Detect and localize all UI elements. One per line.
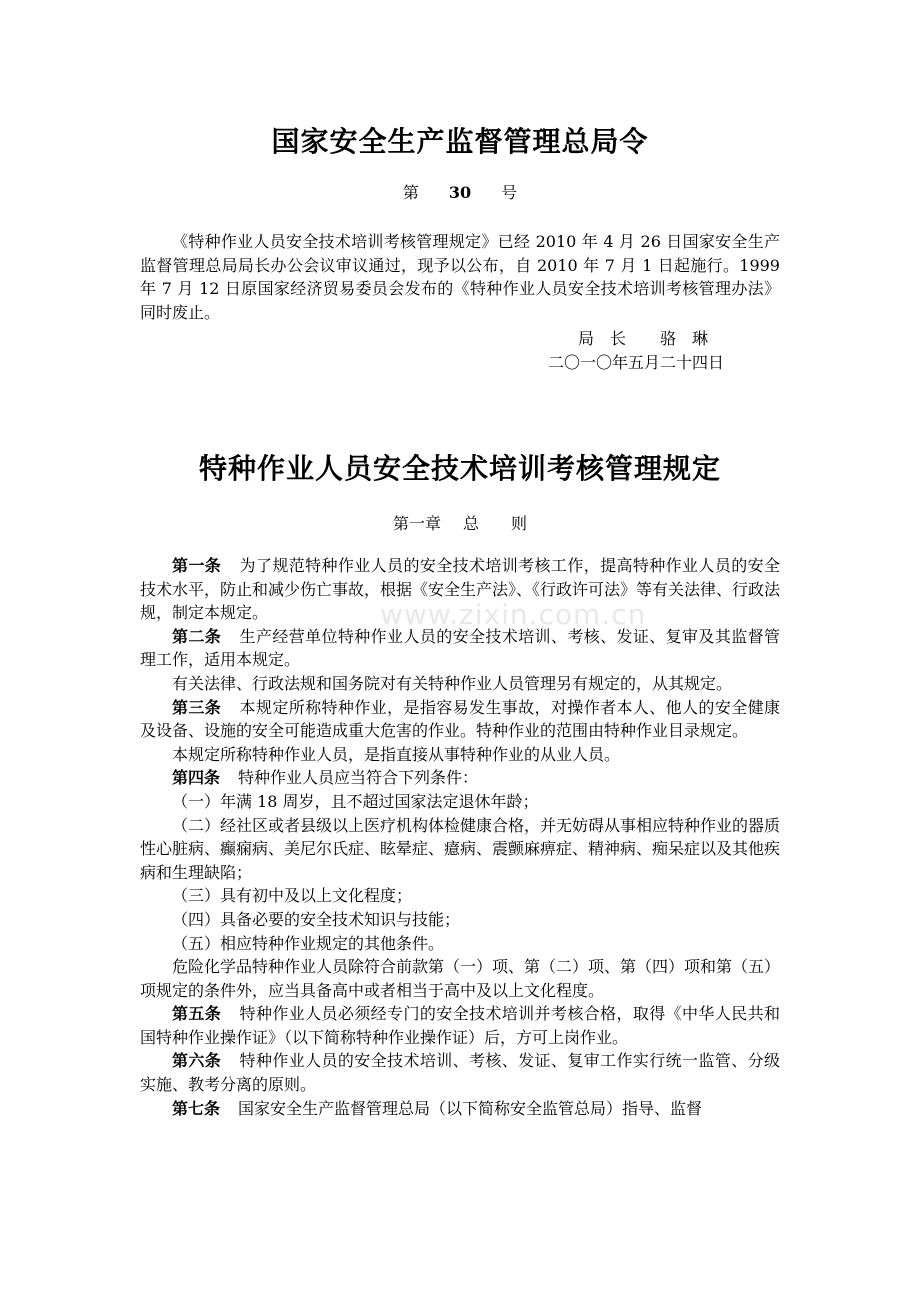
decree-number-value: 30 [448, 183, 472, 202]
article-label: 第一条 [172, 556, 222, 575]
article-label: 第七条 [172, 1098, 221, 1118]
decree-paragraph: 《特种作业人员安全技术培训考核管理规定》已经 2010 年 4 月 26 日国家安全生产监督管理总局局长办公会议审议通过，现予以公布，自 2010 年 7 月 1 日起施行。1999 年 7 月 12 日原国家经济贸易委员会发布的《特种作业人员安全技术培训考核管理办法》同时废止。 [140, 232, 780, 322]
article-paragraph [140, 554, 780, 625]
article-label: 第四条 [172, 768, 221, 788]
chapter-heading [0, 511, 920, 534]
article-paragraph [140, 766, 780, 790]
article-text: 特种作业人员的安全技术培训、考核、发证、复审工作实行统一监管、分级实施、教考分离的原则。 [140, 1051, 780, 1095]
clause-paragraph [140, 908, 780, 932]
article-paragraph [140, 696, 780, 743]
watermark-text: www.zixin.com.cn [380, 598, 647, 631]
article-text: 生产经营单位特种作业人员的安全技术培训、考核、发证、复审及其监督管理工作，适用本规定。 [140, 626, 780, 670]
signer-title: 局 长 [578, 329, 627, 348]
clause-paragraph [140, 672, 780, 696]
article-text: 本规定所称特种作业，是指容易发生事故，对操作者本人、他人的安全健康及设备、设施的安全可能造成重大危害的作业。特种作业的范围由特种作业目录规定。 [140, 697, 780, 741]
chapter-title: 总 则 [463, 514, 528, 533]
articles-list [140, 554, 780, 1120]
decree-number-suffix: 号 [501, 183, 518, 202]
clause-paragraph [140, 790, 780, 814]
signer-name: 骆 琳 [660, 329, 709, 348]
article-text: 特种作业人员应当符合下列条件： [238, 768, 479, 788]
article-label: 第五条 [172, 1004, 222, 1024]
article-paragraph [140, 1049, 780, 1096]
article-text: 危险化学品特种作业人员除符合前款第（一）项、第（二）项、第（四）项和第（五）项规定的条件外，应当具备高中或者相当于高中及以上文化程度。 [140, 957, 781, 1000]
article-text: （五）相应特种作业规定的其他条件。 [172, 933, 445, 953]
article-label: 第三条 [172, 697, 222, 717]
article-text: 为了规范特种作业人员的安全技术培训考核工作，提高特种作业人员的安全技术水平，防止和减少伤亡事故，根据《安全生产法》、《行政许可法》等有关法律、行政法规，制定本规定。 [140, 556, 781, 623]
clause-paragraph [140, 743, 780, 767]
decree-title: 国家安全生产监督管理总局令 [271, 125, 649, 158]
clause-paragraph [140, 814, 780, 885]
article-text: （三）具有初中及以上文化程度； [172, 886, 413, 906]
article-text: 国家安全生产监督管理总局（以下简称安全监管总局）指导、监督 [238, 1098, 703, 1118]
clause-paragraph [140, 884, 780, 908]
article-paragraph [140, 1097, 780, 1121]
article-text: （二）经社区或者县级以上医疗机构体检健康合格，并无妨碍从事相应特种作业的器质性心脏病、癫痫病、美尼尔氏症、眩晕症、癔病、震颤麻痹症、精神病、痴呆症以及其他疾病和生理缺陷； [140, 815, 781, 882]
decree-number-prefix: 第 [402, 183, 419, 202]
decree-date: 二〇一〇年五月二十四日 [548, 353, 725, 372]
clause-paragraph [140, 932, 780, 956]
article-text: 特种作业人员必须经专门的安全技术培训并考核合格，取得《中华人民共和国特种作业操作证》（以下简称特种作业操作证）后，方可上岗作业。 [140, 1004, 780, 1047]
regulation-title: 特种作业人员安全技术培训考核管理规定 [198, 452, 721, 485]
chapter-label: 第一章 [392, 514, 441, 533]
article-paragraph [140, 1002, 780, 1049]
article-text: 本规定所称特种作业人员，是指直接从事特种作业的从业人员。 [172, 744, 621, 764]
article-label: 第六条 [172, 1051, 222, 1071]
clause-paragraph [140, 955, 780, 1002]
decree-body [140, 230, 780, 324]
article-label: 第二条 [172, 626, 222, 646]
article-paragraph [140, 625, 780, 672]
article-text: （一）年满 18 周岁，且不超过国家法定退休年龄； [172, 791, 539, 811]
decree-number [0, 180, 920, 203]
article-text: （四）具备必要的安全技术知识与技能； [172, 909, 461, 929]
article-text: 有关法律、行政法规和国务院对有关特种作业人员管理另有规定的，从其规定。 [172, 673, 733, 693]
